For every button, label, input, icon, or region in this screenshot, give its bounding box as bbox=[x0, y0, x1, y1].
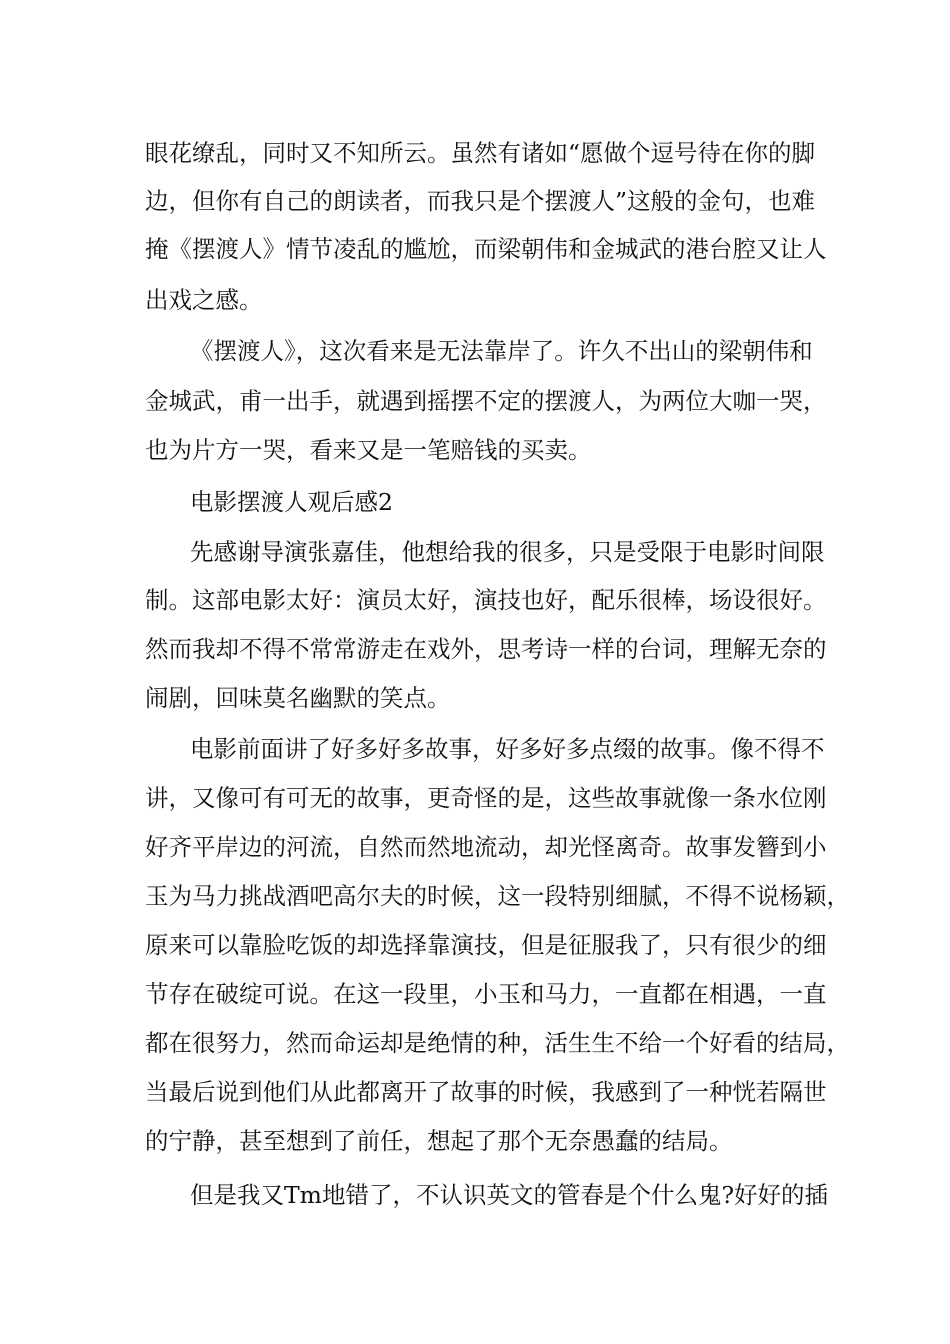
text-line: 电影前面讲了好多好多故事，好多好多点缀的故事。像不得不 bbox=[190, 735, 825, 763]
text-line: 好齐平岸边的河流，自然而然地流动，却光怪离奇。故事发簪到小 bbox=[145, 833, 827, 861]
text-line: 都在很努力，然而命运却是绝情的种，活生生不给一个好看的结局， bbox=[145, 1029, 850, 1057]
text-line: 当最后说到他们从此都离开了故事的时候，我感到了一种恍若隔世 bbox=[145, 1078, 827, 1106]
text-line: 金城武，甫一出手，就遇到摇摆不定的摆渡人，为两位大咖一哭， bbox=[145, 387, 827, 415]
text-line: 边，但你有自己的朗读者，而我只是个摆渡人”这般的金句，也难 bbox=[145, 187, 816, 215]
text-line: 然而我却不得不常常游走在戏外，思考诗一样的台词，理解无奈的 bbox=[145, 635, 827, 663]
text-line: 的宁静，甚至想到了前任，想起了那个无奈愚蠢的结局。 bbox=[145, 1127, 733, 1155]
section-heading: 电影摆渡人观后感2 bbox=[190, 488, 393, 516]
text-line: 先感谢导演张嘉佳，他想给我的很多，只是受限于电影时间限 bbox=[190, 538, 825, 566]
text-line: 闹剧，回味莫名幽默的笑点。 bbox=[145, 684, 451, 712]
text-line: 但是我又Tm地错了，不认识英文的管春是个什么鬼?好好的插 bbox=[190, 1181, 829, 1209]
text-line: 制。这部电影太好：演员太好，演技也好，配乐很棒，场设很好。 bbox=[145, 586, 827, 614]
text-line: 也为片方一哭，看来又是一笔赔钱的买卖。 bbox=[145, 436, 592, 464]
text-line: 玉为马力挑战酒吧高尔夫的时候，这一段特别细腻，不得不说杨颖， bbox=[145, 882, 850, 910]
text-line: 节存在破绽可说。在这一段里，小玉和马力，一直都在相遇，一直 bbox=[145, 980, 827, 1008]
text-line: 原来可以靠脸吃饭的却选择靠演技，但是征服我了，只有很少的细 bbox=[145, 931, 827, 959]
text-line: 讲，又像可有可无的故事，更奇怪的是，这些故事就像一条水位刚 bbox=[145, 784, 827, 812]
text-line: 眼花缭乱，同时又不知所云。虽然有诸如“愿做个逗号待在你的脚 bbox=[145, 139, 816, 167]
text-line: 掩《摆渡人》情节凌乱的尴尬，而梁朝伟和金城武的港台腔又让人 bbox=[145, 235, 827, 263]
text-line: 《摆渡人》，这次看来是无法靠岸了。许久不出山的梁朝伟和 bbox=[190, 337, 813, 365]
text-line: 出戏之感。 bbox=[145, 286, 263, 314]
